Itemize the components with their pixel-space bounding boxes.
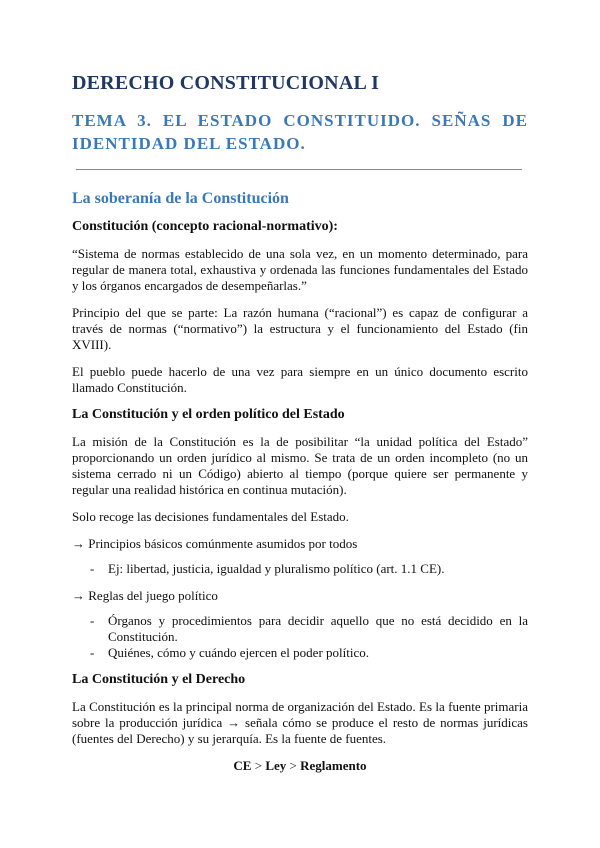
formula-reglamento: Reglamento <box>300 758 367 773</box>
list-item: - Ej: libertad, justicia, igualdad y pluralismo político (art. 1.1 CE). <box>90 561 528 577</box>
paragraph-principio: Principio del que se parte: La razón humana (“racional”) es capaz de configurar a través de normas (“normativo”) la estructura y el funcionamiento del Estado (fin XVIII). <box>72 305 528 352</box>
paragraph-decisiones: Solo recoge las decisiones fundamentales del Estado. <box>72 509 349 524</box>
paragraph-pueblo: El pueblo puede hacerlo de una vez para siempre en un único documento escrito llamado Constitución. <box>72 364 528 395</box>
document-title: DERECHO CONSTITUCIONAL I <box>72 72 380 94</box>
paragraph-norma-principal: La Constitución es la principal norma de organización del Estado. Es la fuente primaria sobre la producción jurídica → señala cómo se produce el resto de normas jurídicas (fuentes del Derecho) y su jerarquía. Es la fuente de fuentes. <box>72 699 528 746</box>
formula-sep-2: > <box>286 758 301 773</box>
arrow-item-reglas: → Reglas del juego político <box>72 588 218 603</box>
subheading-orden-politico: La Constitución y el orden político del Estado <box>72 407 345 422</box>
document-subtitle: TEMA 3. EL ESTADO CONSTITUIDO. SEÑAS DE IDENTIDAD DEL ESTADO. <box>72 111 528 153</box>
section-heading-soberania: La soberanía de la Constitución <box>72 190 289 207</box>
formula-sep-1: > <box>251 758 266 773</box>
list-principios <box>72 561 528 577</box>
hierarchy-formula <box>72 758 528 774</box>
paragraph-mision: La misión de la Constitución es la de posibilitar “la unidad política del Estado” proporcionando un orden jurídico al mismo. Se trata de un orden incompleto (no un sistema cerrado ni un Código) abierto al tiempo (porque quiere ser permanente y regular una realidad histórica en continua mutación). <box>72 434 528 497</box>
formula-ce: CE <box>233 758 252 773</box>
formula-ley: Ley <box>265 758 287 773</box>
list-item: - Órganos y procedimientos para decidir aquello que no está decidido en la Constitución. <box>90 613 528 645</box>
subheading-derecho: La Constitución y el Derecho <box>72 672 246 687</box>
title-divider <box>76 169 522 170</box>
list-item: - Quiénes, cómo y cuándo ejercen el poder político. <box>90 645 528 661</box>
arrow-item-principios: → Principios básicos comúnmente asumidos por todos <box>72 536 358 551</box>
subheading-concepto: Constitución (concepto racional-normativo): <box>72 219 338 234</box>
list-reglas <box>72 613 528 661</box>
paragraph-definicion: “Sistema de normas establecido de una sola vez, en un momento determinado, para regular de manera total, exhaustiva y ordenada las funciones fundamentales del Estado y los órganos encargados de desempeñarlas.” <box>72 246 528 293</box>
